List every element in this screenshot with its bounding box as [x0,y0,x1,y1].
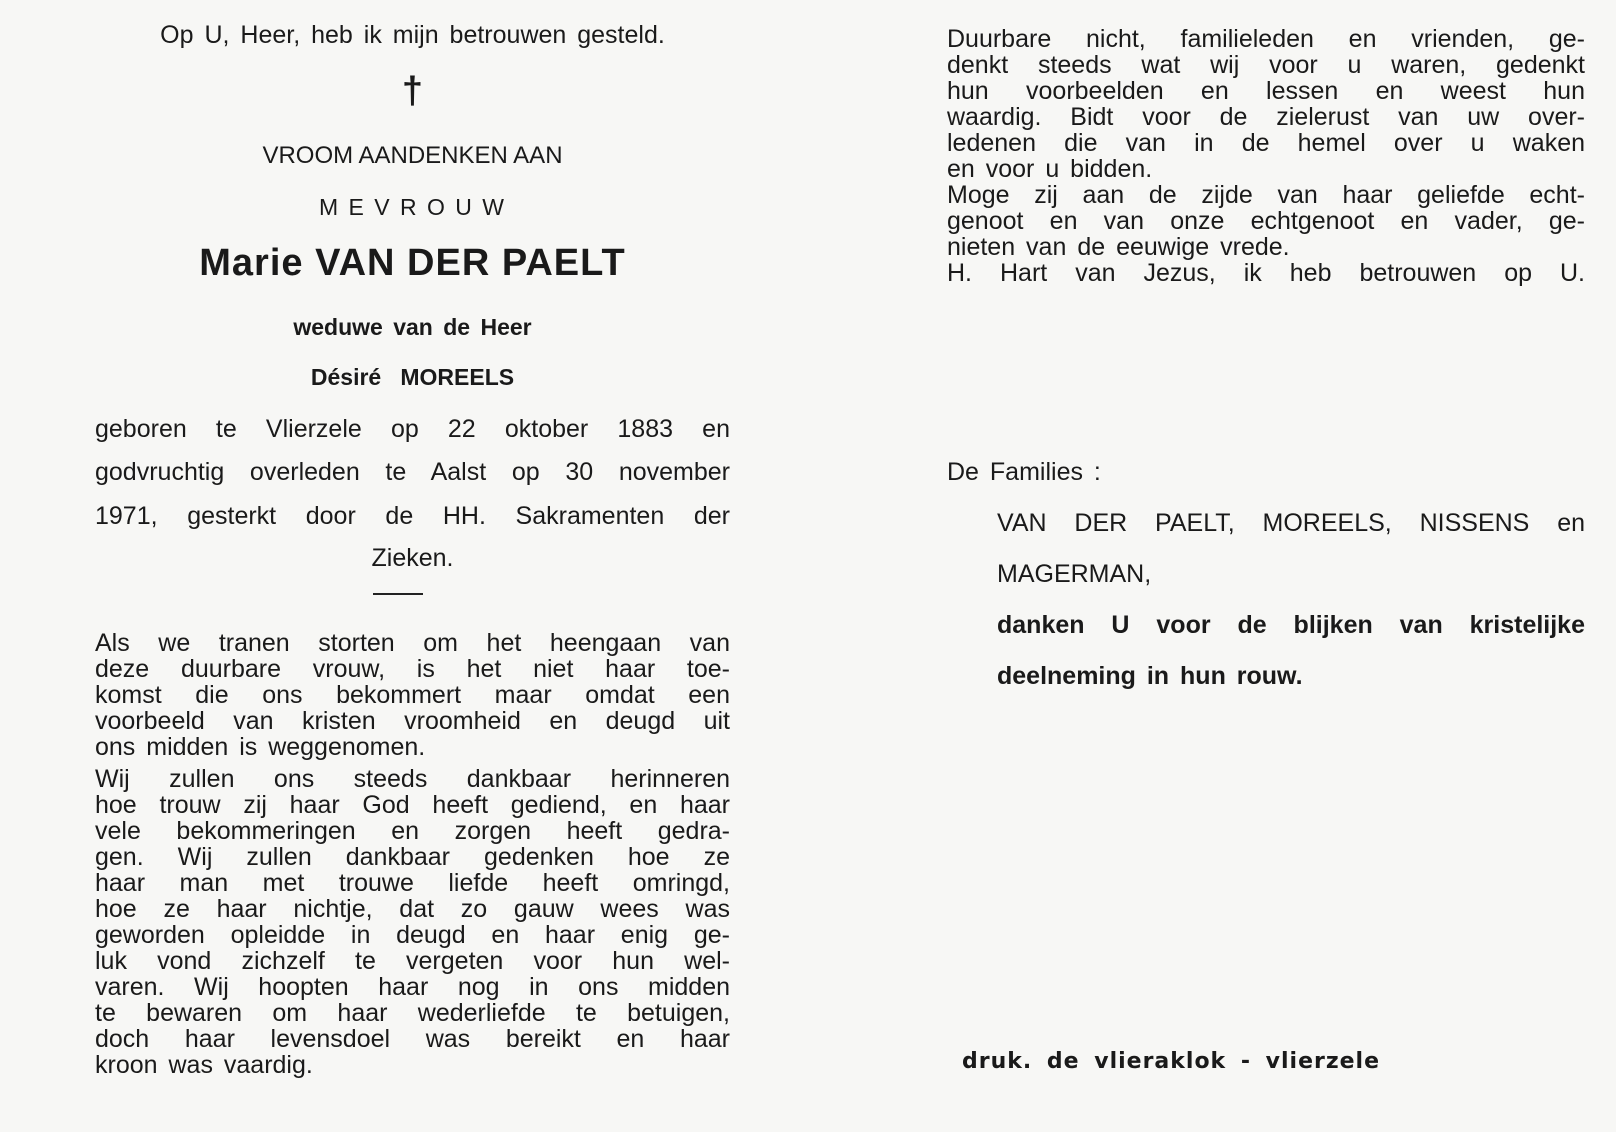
text-line: komst die ons bekommert maar omdat een [95,681,730,709]
text-line: deze duurbare vrouw, is het niet haar toe- [95,655,730,683]
paragraph-1 [95,630,730,760]
text-line: ledenen die van in de hemel over u waken [947,129,1585,157]
text-line: haar man met trouwe liefde heeft omringd, [95,869,730,897]
bio-line: 1971, gesterkt door de HH. Sakramenten der [95,502,730,530]
text-line: ons midden is weggenomen. [95,733,426,761]
printer-credit: druk. de vlieraklok - vlierzele [962,1049,1381,1074]
text-line: voorbeeld van kristen vroomheid en deugd uit [95,707,730,735]
spouse-name: Désiré MOREELS [310,364,515,390]
bio-line: geboren te Vlierzele op 22 oktober 1883 en [95,415,730,443]
divider [373,593,423,595]
text-line: varen. Wij hoopten haar nog in ons midden [95,973,730,1001]
motto: Op U, Heer, heb ik mijn betrouwen gesteld. [160,21,665,49]
bio-line: Zieken. [371,544,454,572]
heading: VROOM AANDENKEN AAN [262,142,563,169]
text-line: Moge zij aan de zijde van haar geliefde echt- [947,181,1585,209]
thanks-line: danken U voor de blijken van kristelijke [997,611,1585,639]
text-line: hoe ze haar nichtje, dat zo gauw wees was [95,895,730,923]
cross-icon: † [401,70,424,112]
thanks-line: deelneming in hun rouw. [997,662,1303,690]
title-mevrouw: M E V R O U W [319,194,506,220]
text-line: H. Hart van Jezus, ik heb betrouwen op U. [947,259,1585,287]
text-line: waardig. Bidt voor de zielerust van uw over- [947,103,1585,131]
text-line: doch haar levensdoel was bereikt en haar [95,1025,730,1053]
families-names: VAN DER PAELT, MOREELS, NISSENS en [997,509,1585,537]
text-line: hoe trouw zij haar God heeft gediend, en haar [95,791,730,819]
text-line: en voor u bidden. [947,155,1153,183]
families-label: De Families : [947,458,1101,486]
text-line: kroon was vaardig. [95,1051,313,1079]
right-paragraph [947,26,1585,286]
text-line: luk vond zichzelf te vergeten voor hun wel- [95,947,730,975]
text-line: vele bekommeringen en zorgen heeft gedra- [95,817,730,845]
text-line: hun voorbeelden en lessen en weest hun [947,77,1585,105]
widow-of: weduwe van de Heer [293,314,532,340]
text-line: nieten van de eeuwige vrede. [947,233,1290,261]
text-line: Als we tranen storten om het heengaan van [95,629,730,657]
text-line: te bewaren om haar wederliefde te betuigen, [95,999,730,1027]
text-line: geworden opleidde in deugd en haar enig ge- [95,921,730,949]
text-line: denkt steeds wat wij voor u waren, gedenkt [947,51,1585,79]
text-line: genoot en van onze echtgenoot en vader, ge- [947,207,1585,235]
bio-line: godvruchtig overleden te Aalst op 30 november [95,458,730,486]
text-line: gen. Wij zullen dankbaar gedenken hoe ze [95,843,730,871]
paragraph-2 [95,766,730,1078]
families-names-cont: MAGERMAN, [997,560,1152,588]
deceased-name: Marie VAN DER PAELT [199,242,626,284]
text-line: Duurbare nicht, familieleden en vrienden, ge- [947,25,1585,53]
text-line: Wij zullen ons steeds dankbaar herinneren [95,765,730,793]
